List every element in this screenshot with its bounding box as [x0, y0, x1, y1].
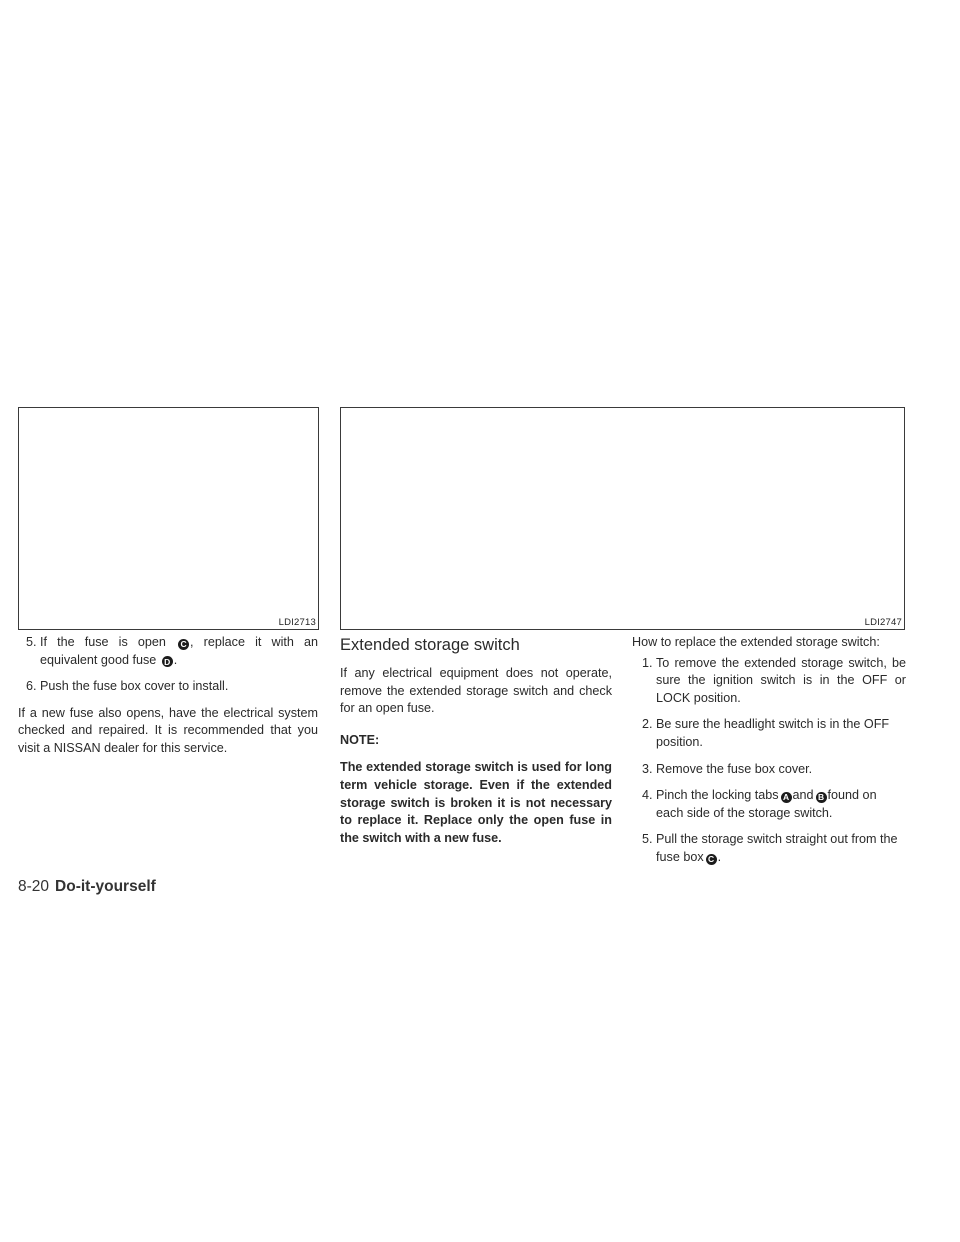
figure-left-code: LDI2713 [278, 617, 316, 628]
page-number: 8-20 [18, 878, 50, 895]
note-text: The extended storage switch is used for long term vehicle storage. Even if the extended storage switch is broken it is not necessary to replace it. Replace only the open fuse in the switch with a new fuse. [340, 760, 612, 845]
step-number: 5. [642, 832, 653, 847]
step-text: Be sure the headlight switch is in the OFF position. [656, 717, 890, 749]
left-column [18, 634, 318, 758]
figure-right [340, 407, 905, 630]
step-text: If the fuse is open [40, 635, 166, 649]
step-text: found on each side of the storage switch. [656, 788, 877, 820]
step-number: 6. [26, 679, 37, 694]
step-text: Remove the fuse box cover. [656, 761, 813, 776]
intro-paragraph: How to replace the extended storage switch: [632, 635, 880, 649]
callout-d-icon: D [162, 656, 173, 667]
right-step-1 [632, 655, 906, 708]
middle-column [340, 635, 612, 847]
callout-c-icon: C [706, 854, 717, 865]
step-number: 5. [26, 635, 37, 649]
step-number: 1. [642, 655, 653, 670]
page-footer [18, 878, 156, 896]
callout-c-icon: C [178, 639, 189, 650]
step-text: Push the fuse box cover to install. [40, 679, 229, 694]
section-heading: Extended storage switch [340, 636, 520, 654]
step-text: Pull the storage switch straight out from the fuse box [656, 832, 898, 864]
step-number: 4. [642, 788, 653, 803]
step-text: and [792, 788, 814, 803]
left-step-5 [18, 634, 318, 669]
step-number: 2. [642, 717, 653, 732]
step-number: 3. [642, 761, 653, 776]
step-text: To remove the extended storage switch, be sure the ignition switch is in the OFF or LOCK position. [656, 655, 906, 705]
step-text: . [173, 652, 178, 667]
figure-right-code: LDI2747 [864, 617, 902, 628]
note-label: NOTE: [340, 732, 380, 747]
figure-left [18, 407, 319, 630]
section-title: Do-it-yourself [55, 878, 156, 895]
paragraph: If a new fuse also opens, have the electrical system checked and repaired. It is recommended that you visit a NISSAN dealer for this service. [18, 705, 318, 755]
right-step-2 [632, 716, 906, 751]
callout-b-icon: B [816, 792, 827, 803]
step-text: . [717, 849, 722, 864]
step-text: Pinch the locking tabs [656, 788, 779, 803]
right-column [632, 634, 906, 867]
callout-a-icon: A [781, 792, 792, 803]
right-step-5 [632, 831, 906, 866]
right-step-3 [632, 761, 906, 779]
right-step-4 [632, 787, 906, 822]
step-text: , replace it with an equivalent good fuse [40, 635, 318, 667]
intro-paragraph: If any electrical equipment does not operate, remove the extended storage switch and check for an open fuse. [340, 666, 612, 716]
left-step-6 [18, 678, 318, 696]
